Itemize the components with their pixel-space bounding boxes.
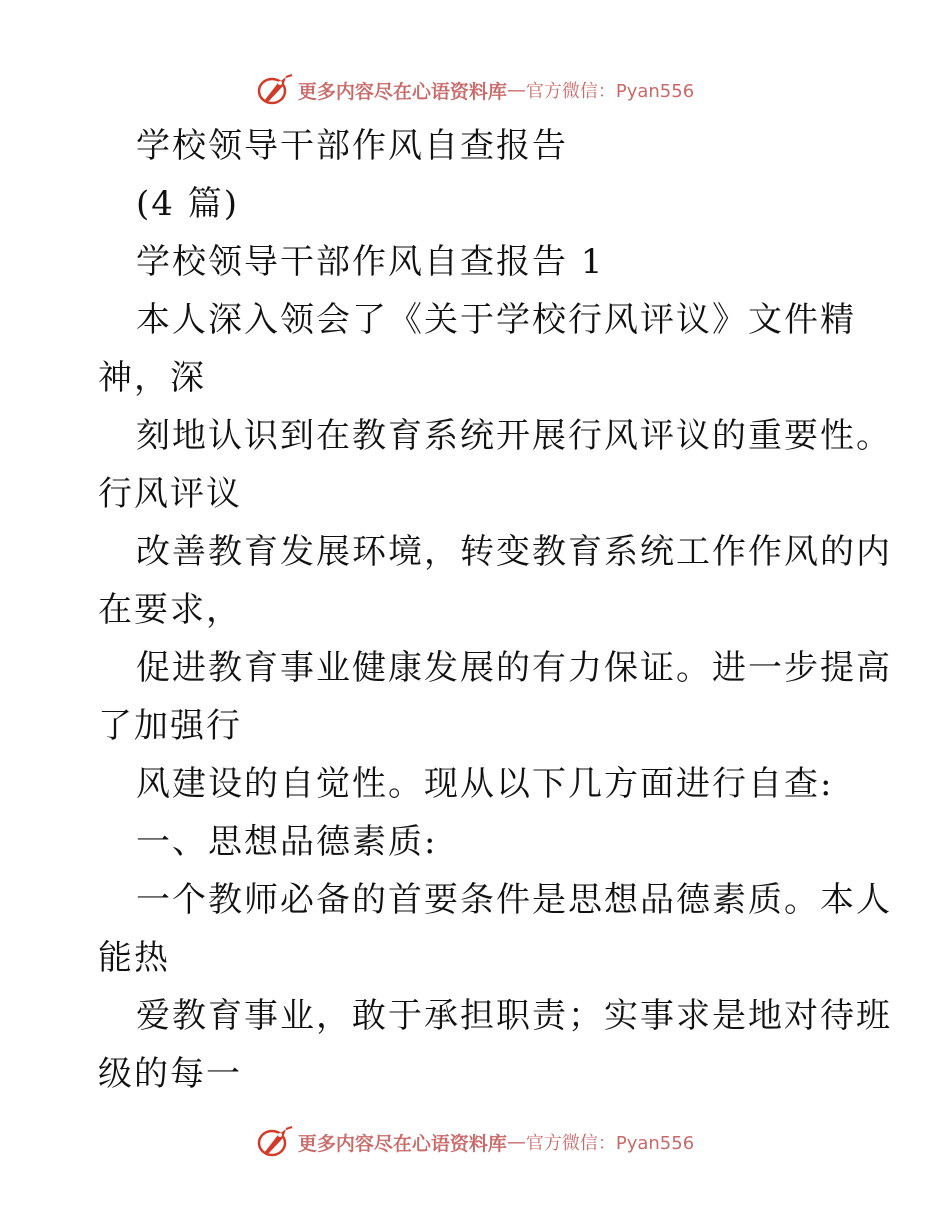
paragraph-line: 级的每一	[98, 1054, 242, 1094]
banner-wechat: 官方微信：Pyan556	[525, 81, 695, 102]
header-banner	[0, 70, 950, 110]
paragraph-line: 刻地认识到在教育系统开展行风评议的重要性。	[136, 416, 892, 456]
banner-title: 更多内容尽在心语资料库	[297, 80, 507, 103]
pen-nib-logo-icon	[256, 73, 296, 107]
pen-nib-logo-icon	[256, 1125, 296, 1159]
paragraph-line: 本人深入领会了《关于学校行风评议》文件精	[136, 300, 856, 340]
paragraph-line: 在要求，	[98, 590, 242, 630]
banner-separator: —	[506, 79, 526, 101]
paragraph-line: 促进教育事业健康发展的有力保证。进一步提高	[136, 648, 892, 688]
doc-subtitle: (4 篇)	[136, 184, 239, 224]
paragraph-line: 爱教育事业，敢于承担职责；实事求是地对待班	[136, 996, 892, 1036]
banner-wechat: 官方微信：Pyan556	[525, 1133, 695, 1154]
paragraph-line: 改善教育发展环境，转变教育系统工作作风的内	[136, 532, 892, 572]
doc-title: 学校领导干部作风自查报告	[136, 126, 568, 166]
paragraph-line: 行风评议	[98, 474, 242, 514]
paragraph-line: 了加强行	[98, 706, 242, 746]
banner-title: 更多内容尽在心语资料库	[297, 1132, 507, 1155]
paragraph-line: 能热	[98, 938, 170, 978]
footer-banner	[0, 1122, 950, 1162]
section-heading: 学校领导干部作风自查报告 1	[136, 242, 605, 282]
paragraph-line: 风建设的自觉性。现从以下几方面进行自查:	[136, 764, 834, 804]
paragraph-line: 神，深	[98, 358, 206, 398]
banner-separator: —	[506, 1131, 526, 1153]
paragraph-line: 一个教师必备的首要条件是思想品德素质。本人	[136, 880, 892, 920]
subsection-heading: 一、思想品德素质:	[136, 822, 438, 862]
